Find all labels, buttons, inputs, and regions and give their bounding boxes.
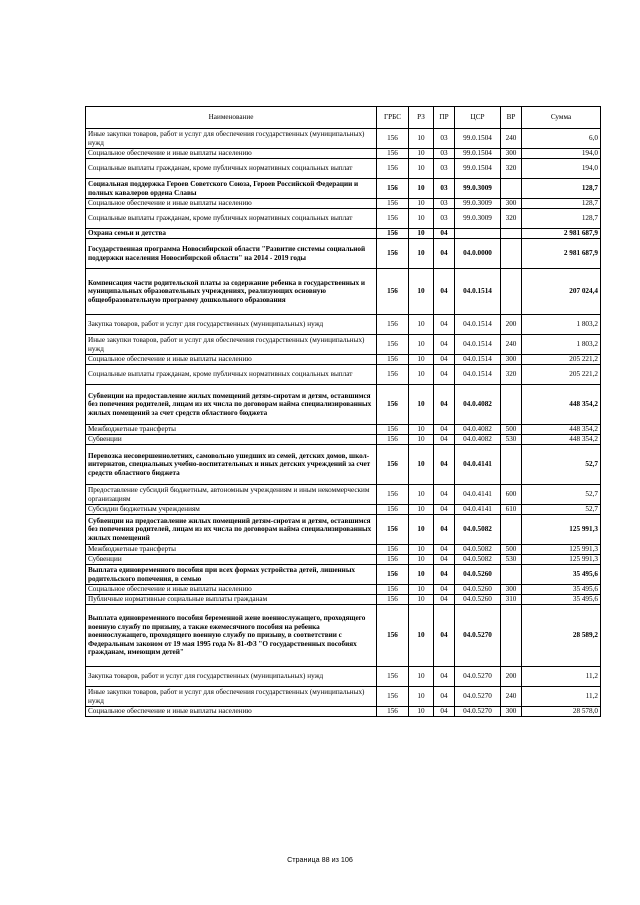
cell-vr [501, 385, 522, 425]
cell-vr: 240 [501, 687, 522, 707]
cell-grbs: 156 [377, 485, 409, 505]
cell-csr: 04.0.4141 [455, 485, 501, 505]
cell-name: Выплата единовременного пособия при всех формах устройства детей, лишенных родительского попечения, в семью [86, 565, 377, 585]
cell-sum: 28 578,0 [522, 707, 601, 717]
cell-rz: 10 [409, 149, 434, 159]
cell-csr: 99.0.3009 [455, 179, 501, 199]
cell-csr: 04.0.5260 [455, 595, 501, 605]
cell-csr: 04.0.5082 [455, 515, 501, 545]
cell-csr: 04.0.0000 [455, 239, 501, 269]
cell-csr: 04.0.4141 [455, 445, 501, 485]
cell-grbs: 156 [377, 209, 409, 229]
cell-name: Субсидии бюджетным учреждениям [86, 505, 377, 515]
cell-pr: 04 [434, 385, 455, 425]
cell-rz: 10 [409, 595, 434, 605]
cell-sum: 448 354,2 [522, 385, 601, 425]
cell-csr: 99.0.3009 [455, 199, 501, 209]
cell-vr: 300 [501, 707, 522, 717]
cell-rz: 10 [409, 209, 434, 229]
cell-rz: 10 [409, 269, 434, 315]
cell-vr: 500 [501, 425, 522, 435]
cell-csr: 99.0.1504 [455, 159, 501, 179]
cell-name: Социальное обеспечение и иные выплаты населению [86, 585, 377, 595]
table-row [86, 159, 601, 179]
cell-grbs: 156 [377, 565, 409, 585]
cell-pr: 04 [434, 335, 455, 355]
cell-sum: 52,7 [522, 505, 601, 515]
table-row [86, 199, 601, 209]
cell-pr: 04 [434, 595, 455, 605]
cell-vr: 610 [501, 505, 522, 515]
header-name: Наименование [86, 107, 377, 129]
cell-csr: 04.0.1514 [455, 269, 501, 315]
cell-grbs: 156 [377, 505, 409, 515]
cell-sum: 194,0 [522, 149, 601, 159]
cell-pr: 04 [434, 445, 455, 485]
table-row [86, 355, 601, 365]
cell-vr: 300 [501, 585, 522, 595]
cell-name: Социальная поддержка Героев Советского Союза, Героев Российской Федерации и полных кавалеров ордена Славы [86, 179, 377, 199]
cell-pr: 03 [434, 129, 455, 149]
header-vr: ВР [501, 107, 522, 129]
cell-csr: 99.0.3009 [455, 209, 501, 229]
cell-name: Охрана семьи и детства [86, 229, 377, 239]
cell-pr: 03 [434, 179, 455, 199]
cell-sum: 128,7 [522, 199, 601, 209]
table-row [86, 555, 601, 565]
cell-name: Социальное обеспечение и иные выплаты населению [86, 355, 377, 365]
cell-name: Социальное обеспечение и иные выплаты населению [86, 199, 377, 209]
table-row [86, 687, 601, 707]
cell-pr: 03 [434, 159, 455, 179]
cell-rz: 10 [409, 179, 434, 199]
cell-name: Государственная программа Новосибирской области "Развитие системы социальной поддержки населения Новосибирской области" на 2014 - 2019 годы [86, 239, 377, 269]
cell-rz: 10 [409, 435, 434, 445]
cell-name: Субвенции [86, 555, 377, 565]
cell-vr: 320 [501, 209, 522, 229]
budget-table [85, 106, 601, 717]
cell-name: Межбюджетные трансферты [86, 425, 377, 435]
cell-csr: 04.0.4082 [455, 385, 501, 425]
cell-grbs: 156 [377, 159, 409, 179]
cell-grbs: 156 [377, 687, 409, 707]
cell-rz: 10 [409, 355, 434, 365]
table-row [86, 435, 601, 445]
cell-pr: 04 [434, 239, 455, 269]
cell-grbs: 156 [377, 445, 409, 485]
table-row [86, 585, 601, 595]
cell-vr: 200 [501, 315, 522, 335]
cell-pr: 04 [434, 707, 455, 717]
cell-name: Выплата единовременного пособия беременной жене военнослужащего, проходящего военную службу по призыву, а также ежемесячного пособия на ребенка военнослужащего, проходящего военную службу по призыву, в соответствии с Федеральным законом от 19 мая 1995 года № 81-ФЗ "О государственных пособиях гражданам, имеющим детей" [86, 605, 377, 667]
table-row [86, 129, 601, 149]
cell-name: Иные закупки товаров, работ и услуг для обеспечения государственных (муниципальных) нужд [86, 335, 377, 355]
cell-grbs: 156 [377, 435, 409, 445]
cell-sum: 35 495,6 [522, 595, 601, 605]
cell-csr: 99.0.1504 [455, 129, 501, 149]
cell-sum: 1 803,2 [522, 315, 601, 335]
cell-rz: 10 [409, 365, 434, 385]
cell-csr: 04.0.4082 [455, 425, 501, 435]
cell-rz: 10 [409, 515, 434, 545]
cell-sum: 448 354,2 [522, 435, 601, 445]
table-row [86, 269, 601, 315]
table-row [86, 425, 601, 435]
cell-vr [501, 515, 522, 545]
cell-name: Межбюджетные трансферты [86, 545, 377, 555]
cell-sum: 35 495,6 [522, 565, 601, 585]
cell-grbs: 156 [377, 229, 409, 239]
cell-pr: 04 [434, 515, 455, 545]
cell-name: Компенсация части родительской платы за содержание ребенка в государственных и муниципальных образовательных учреждениях, реализующих основную общеобразовательную программу дошкольного образования [86, 269, 377, 315]
cell-pr: 04 [434, 565, 455, 585]
cell-grbs: 156 [377, 595, 409, 605]
table-row [86, 605, 601, 667]
cell-vr [501, 605, 522, 667]
cell-name: Субвенции на предоставление жилых помещений детям-сиротам и детям, оставшимся без попечения родителей, лицам из их числа по договорам найма специализированных жилых помещений [86, 515, 377, 545]
cell-grbs: 156 [377, 355, 409, 365]
cell-grbs: 156 [377, 179, 409, 199]
cell-grbs: 156 [377, 129, 409, 149]
cell-name: Субвенции на предоставление жилых помещений детям-сиротам и детям, оставшимся без попечения родителей, лицам из их числа по договорам найма специализированных жилых помещений за счет средств областного бюджета [86, 385, 377, 425]
cell-rz: 10 [409, 129, 434, 149]
cell-name: Публичные нормативные социальные выплаты гражданам [86, 595, 377, 605]
table-row [86, 315, 601, 335]
cell-vr [501, 565, 522, 585]
cell-vr: 200 [501, 667, 522, 687]
cell-rz: 10 [409, 585, 434, 595]
header-pr: ПР [434, 107, 455, 129]
cell-csr: 04.0.1514 [455, 335, 501, 355]
cell-grbs: 156 [377, 149, 409, 159]
cell-vr: 300 [501, 199, 522, 209]
cell-csr: 04.0.1514 [455, 365, 501, 385]
cell-vr [501, 229, 522, 239]
page-footer: Страница 88 из 106 [287, 855, 353, 864]
cell-pr: 04 [434, 269, 455, 315]
cell-csr: 04.0.5260 [455, 565, 501, 585]
cell-sum: 11,2 [522, 667, 601, 687]
cell-rz: 10 [409, 335, 434, 355]
table-row [86, 667, 601, 687]
table-row [86, 209, 601, 229]
cell-name: Закупка товаров, работ и услуг для государственных (муниципальных) нужд [86, 315, 377, 335]
cell-grbs: 156 [377, 239, 409, 269]
cell-sum: 35 495,6 [522, 585, 601, 595]
cell-sum: 125 991,3 [522, 555, 601, 565]
cell-rz: 10 [409, 425, 434, 435]
cell-csr: 04.0.5260 [455, 585, 501, 595]
cell-grbs: 156 [377, 365, 409, 385]
cell-vr: 300 [501, 149, 522, 159]
header-sum: Сумма [522, 107, 601, 129]
cell-pr: 04 [434, 687, 455, 707]
cell-grbs: 156 [377, 605, 409, 667]
cell-vr: 530 [501, 435, 522, 445]
table-row [86, 365, 601, 385]
cell-sum: 125 991,3 [522, 545, 601, 555]
cell-csr: 04.0.1514 [455, 315, 501, 335]
cell-vr: 240 [501, 335, 522, 355]
cell-csr: 04.0.1514 [455, 355, 501, 365]
cell-sum: 2 981 687,9 [522, 239, 601, 269]
cell-sum: 11,2 [522, 687, 601, 707]
cell-name: Перевозка несовершеннолетних, самовольно ушедших из семей, детских домов, школ-интернатов, специальных учебно-воспитательных и иных детских учреждений за счет средств областного бюджета [86, 445, 377, 485]
cell-name: Закупка товаров, работ и услуг для государственных (муниципальных) нужд [86, 667, 377, 687]
cell-grbs: 156 [377, 667, 409, 687]
cell-csr: 04.0.5270 [455, 707, 501, 717]
table-body [86, 129, 601, 717]
cell-rz: 10 [409, 565, 434, 585]
cell-sum: 1 803,2 [522, 335, 601, 355]
cell-rz: 10 [409, 555, 434, 565]
cell-csr: 04.0.5270 [455, 605, 501, 667]
cell-grbs: 156 [377, 385, 409, 425]
cell-sum: 52,7 [522, 445, 601, 485]
cell-csr [455, 229, 501, 239]
cell-sum: 52,7 [522, 485, 601, 505]
cell-csr: 99.0.1504 [455, 149, 501, 159]
cell-vr [501, 269, 522, 315]
cell-rz: 10 [409, 229, 434, 239]
cell-sum: 207 024,4 [522, 269, 601, 315]
header-rz: РЗ [409, 107, 434, 129]
cell-name: Социальное обеспечение и иные выплаты населению [86, 707, 377, 717]
header-csr: ЦСР [455, 107, 501, 129]
cell-pr: 04 [434, 505, 455, 515]
cell-sum: 6,0 [522, 129, 601, 149]
cell-csr: 04.0.5082 [455, 555, 501, 565]
cell-name: Субвенции [86, 435, 377, 445]
cell-vr: 300 [501, 355, 522, 365]
cell-rz: 10 [409, 385, 434, 425]
cell-grbs: 156 [377, 555, 409, 565]
cell-pr: 04 [434, 555, 455, 565]
cell-pr: 04 [434, 355, 455, 365]
cell-grbs: 156 [377, 335, 409, 355]
cell-grbs: 156 [377, 585, 409, 595]
header-grbs: ГРБС [377, 107, 409, 129]
cell-pr: 03 [434, 199, 455, 209]
cell-rz: 10 [409, 667, 434, 687]
table-row [86, 335, 601, 355]
table-row [86, 707, 601, 717]
cell-rz: 10 [409, 687, 434, 707]
cell-csr: 04.0.5270 [455, 667, 501, 687]
cell-sum: 205 221,2 [522, 365, 601, 385]
table-row [86, 565, 601, 585]
cell-vr: 500 [501, 545, 522, 555]
cell-vr [501, 179, 522, 199]
cell-name: Социальное обеспечение и иные выплаты населению [86, 149, 377, 159]
cell-vr: 320 [501, 365, 522, 385]
cell-rz: 10 [409, 159, 434, 179]
cell-grbs: 156 [377, 515, 409, 545]
table-row [86, 149, 601, 159]
table-row [86, 515, 601, 545]
cell-sum: 194,0 [522, 159, 601, 179]
table-row [86, 505, 601, 515]
cell-sum: 128,7 [522, 179, 601, 199]
cell-pr: 03 [434, 149, 455, 159]
table-row [86, 179, 601, 199]
cell-sum: 448 354,2 [522, 425, 601, 435]
cell-rz: 10 [409, 239, 434, 269]
cell-pr: 04 [434, 315, 455, 335]
cell-pr: 04 [434, 545, 455, 555]
cell-csr: 04.0.5270 [455, 687, 501, 707]
cell-csr: 04.0.4141 [455, 505, 501, 515]
cell-grbs: 156 [377, 199, 409, 209]
cell-vr [501, 445, 522, 485]
cell-pr: 04 [434, 485, 455, 505]
table-row [86, 239, 601, 269]
cell-grbs: 156 [377, 269, 409, 315]
cell-grbs: 156 [377, 315, 409, 335]
cell-name: Социальные выплаты гражданам, кроме публичных нормативных социальных выплат [86, 159, 377, 179]
cell-rz: 10 [409, 445, 434, 485]
cell-vr: 310 [501, 595, 522, 605]
cell-grbs: 156 [377, 425, 409, 435]
cell-rz: 10 [409, 707, 434, 717]
cell-pr: 04 [434, 425, 455, 435]
cell-pr: 04 [434, 229, 455, 239]
cell-pr: 04 [434, 435, 455, 445]
cell-pr: 04 [434, 365, 455, 385]
cell-sum: 125 991,3 [522, 515, 601, 545]
cell-rz: 10 [409, 545, 434, 555]
cell-sum: 28 589,2 [522, 605, 601, 667]
cell-vr: 240 [501, 129, 522, 149]
table-row [86, 595, 601, 605]
cell-name: Социальные выплаты гражданам, кроме публичных нормативных социальных выплат [86, 209, 377, 229]
cell-sum: 128,7 [522, 209, 601, 229]
cell-name: Иные закупки товаров, работ и услуг для обеспечения государственных (муниципальных) нужд [86, 687, 377, 707]
cell-sum: 2 981 687,9 [522, 229, 601, 239]
cell-vr [501, 239, 522, 269]
cell-vr: 600 [501, 485, 522, 505]
cell-rz: 10 [409, 605, 434, 667]
cell-csr: 04.0.5082 [455, 545, 501, 555]
table-row [86, 485, 601, 505]
cell-name: Социальные выплаты гражданам, кроме публичных нормативных социальных выплат [86, 365, 377, 385]
table-header-row [86, 107, 601, 129]
table-row [86, 229, 601, 239]
cell-pr: 04 [434, 605, 455, 667]
cell-pr: 04 [434, 585, 455, 595]
cell-rz: 10 [409, 199, 434, 209]
cell-grbs: 156 [377, 707, 409, 717]
cell-name: Иные закупки товаров, работ и услуг для обеспечения государственных (муниципальных) нужд [86, 129, 377, 149]
cell-rz: 10 [409, 485, 434, 505]
cell-name: Предоставление субсидий бюджетным, автономным учреждениям и иным некоммерческим организациям [86, 485, 377, 505]
table-row [86, 385, 601, 425]
cell-pr: 03 [434, 209, 455, 229]
cell-rz: 10 [409, 315, 434, 335]
table-row [86, 545, 601, 555]
cell-vr: 530 [501, 555, 522, 565]
cell-csr: 04.0.4082 [455, 435, 501, 445]
table-row [86, 445, 601, 485]
cell-grbs: 156 [377, 545, 409, 555]
cell-sum: 205 221,2 [522, 355, 601, 365]
cell-vr: 320 [501, 159, 522, 179]
cell-pr: 04 [434, 667, 455, 687]
cell-rz: 10 [409, 505, 434, 515]
